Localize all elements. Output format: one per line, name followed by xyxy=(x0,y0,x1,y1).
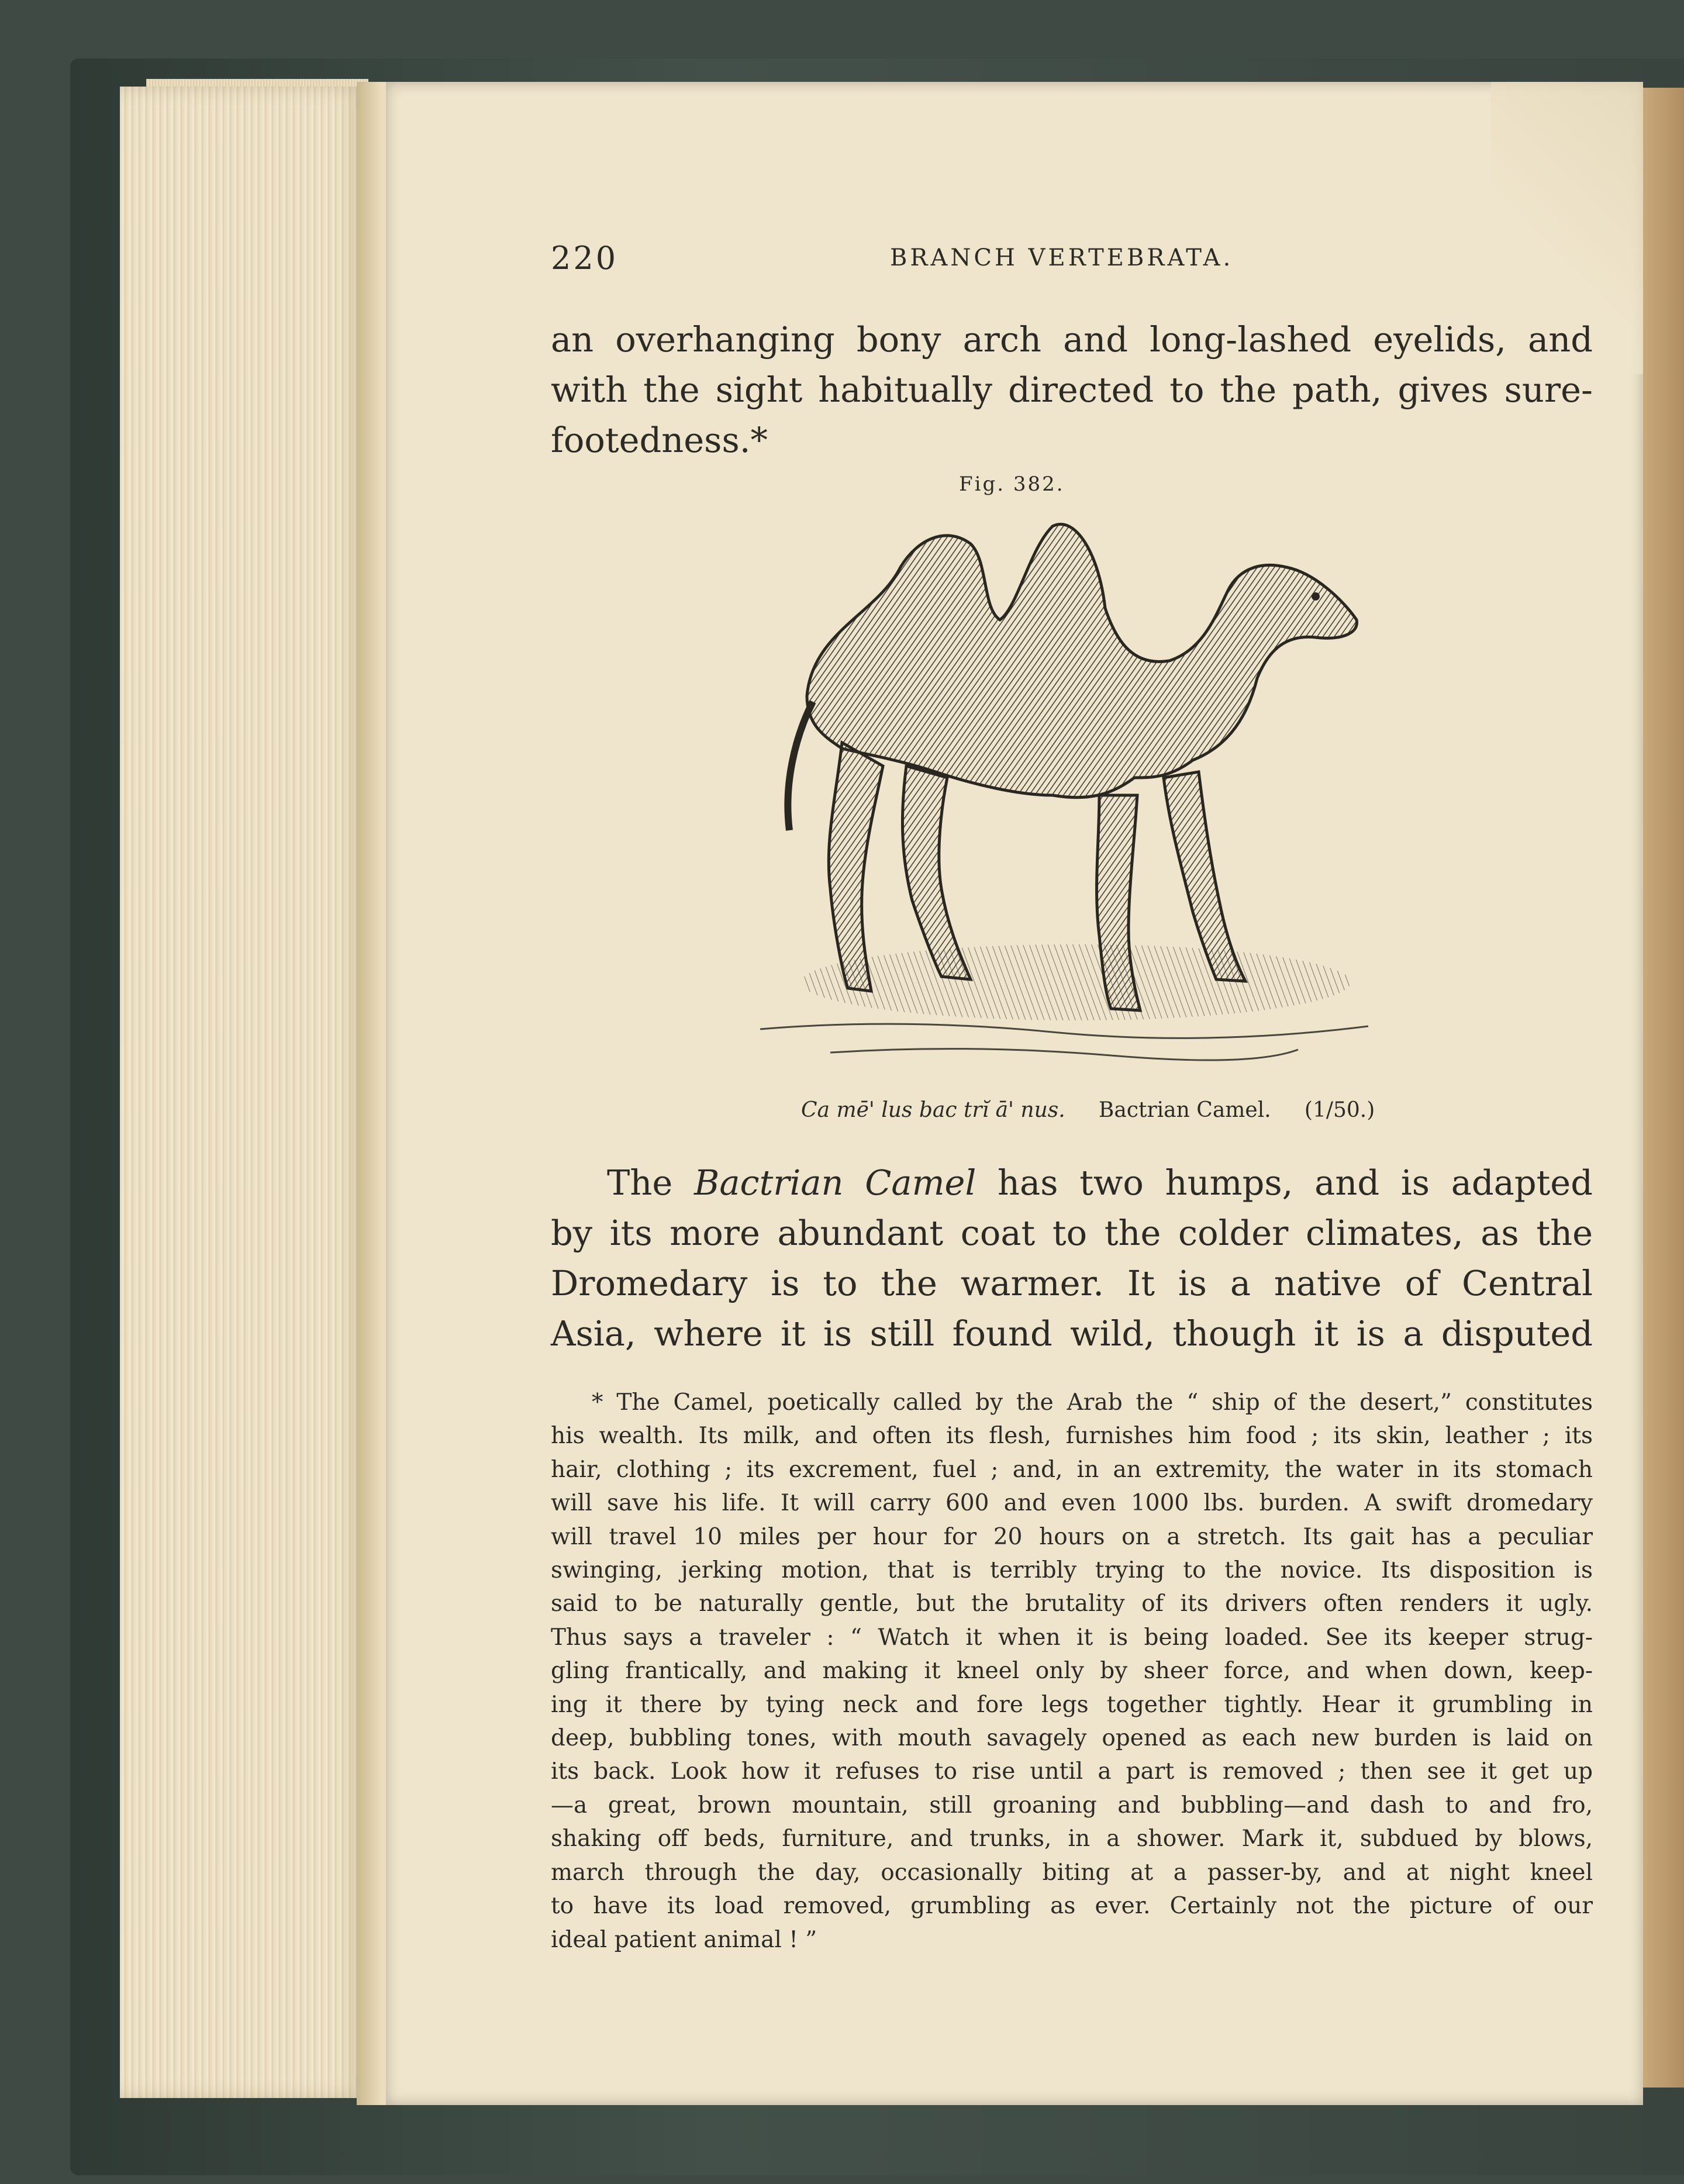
camel-eye xyxy=(1312,592,1320,601)
caption-scientific-name: Ca mē' lus bac trĭ ā' nus. xyxy=(801,1098,1065,1122)
paragraph-continued xyxy=(551,315,1593,465)
camel-tail xyxy=(788,702,813,830)
paragraph-bactrian-camel xyxy=(551,1158,1593,1359)
footnote-line: swinging, jerking motion, that is terribly trying to the novice. Its disposition is xyxy=(551,1557,1593,1584)
figure-caption xyxy=(801,1098,1375,1122)
caption-common-name: Bactrian Camel. xyxy=(1098,1098,1271,1122)
footnote-line: —a great, brown mountain, still groaning and bubbling—and dash to and fro, xyxy=(551,1792,1593,1819)
footnote-line: said to be naturally gentle, but the brutality of its drivers often renders it ugly. xyxy=(551,1590,1593,1617)
text-line: Asia, where it is still found wild, though it is a disputed xyxy=(551,1313,1593,1354)
next-page-edge xyxy=(1643,88,1684,2088)
footnote-line: ideal patient animal ! ” xyxy=(551,1926,817,1953)
footnote-line: march through the day, occasionally biting at a passer-by, and at night kneel xyxy=(551,1859,1593,1886)
camel-body xyxy=(807,525,1357,1010)
text-run: The xyxy=(607,1162,694,1203)
footnote-line: * The Camel, poetically called by the Arab the “ ship of the desert,” constitutes xyxy=(592,1389,1593,1416)
text-line: Dromedary is to the warmer. It is a native of Central xyxy=(551,1263,1593,1303)
text-line: by its more abundant coat to the colder climates, as the xyxy=(551,1213,1593,1253)
text-line: with the sight habitually directed to the path, gives sure- xyxy=(551,370,1593,410)
running-title: BRANCH VERTEBRATA. xyxy=(890,244,1234,271)
footnote-line: gling frantically, and making it kneel only by sheer force, and when down, keep- xyxy=(551,1658,1593,1685)
text-line xyxy=(551,1158,1593,1208)
footnote-line: to have its load removed, grumbling as ever. Certainly not the picture of our xyxy=(551,1893,1593,1920)
footnote xyxy=(551,1386,1593,1957)
footnote-line: will travel 10 miles per hour for 20 hours on a stretch. Its gait has a peculiar xyxy=(551,1523,1593,1550)
footnote-line: ing it there by tying neck and fore legs together tightly. Hear it grumbling in xyxy=(551,1691,1593,1718)
text-line: footedness.* xyxy=(551,420,768,460)
running-head xyxy=(551,240,1593,281)
footnote-line: shaking off beds, furniture, and trunks, in a shower. Mark it, subdued by blows, xyxy=(551,1826,1593,1852)
text-line: an overhanging bony arch and long-lashed eyelids, and xyxy=(551,319,1593,360)
footnote-line: its back. Look how it refuses to rise until a part is removed ; then see it get up xyxy=(551,1758,1593,1785)
footnote-line: his wealth. Its milk, and often its flesh, furnishes him food ; its skin, leather ; its xyxy=(551,1423,1593,1450)
footnote-line: will save his life. It will carry 600 and even 1000 lbs. burden. A swift dromedary xyxy=(551,1490,1593,1517)
footnote-line: deep, bubbling tones, with mouth savagely opened as each new burden is laid on xyxy=(551,1725,1593,1752)
left-page-stack xyxy=(120,87,365,2098)
text-run: has two humps, and is adapted xyxy=(976,1162,1593,1203)
footnote-line: hair, clothing ; its excrement, fuel ; and, in an extremity, the water in its stomach xyxy=(551,1456,1593,1483)
page-number: 220 xyxy=(551,240,619,277)
footnote-line: Thus says a traveler : “ Watch it when it is being loaded. See its keeper strug- xyxy=(551,1624,1593,1651)
figure-label: Fig. 382. xyxy=(959,472,1065,496)
emphasis-term: Bactrian Camel xyxy=(694,1162,976,1203)
bactrian-camel-engraving xyxy=(725,503,1403,1093)
caption-scale: (1/50.) xyxy=(1304,1098,1375,1122)
